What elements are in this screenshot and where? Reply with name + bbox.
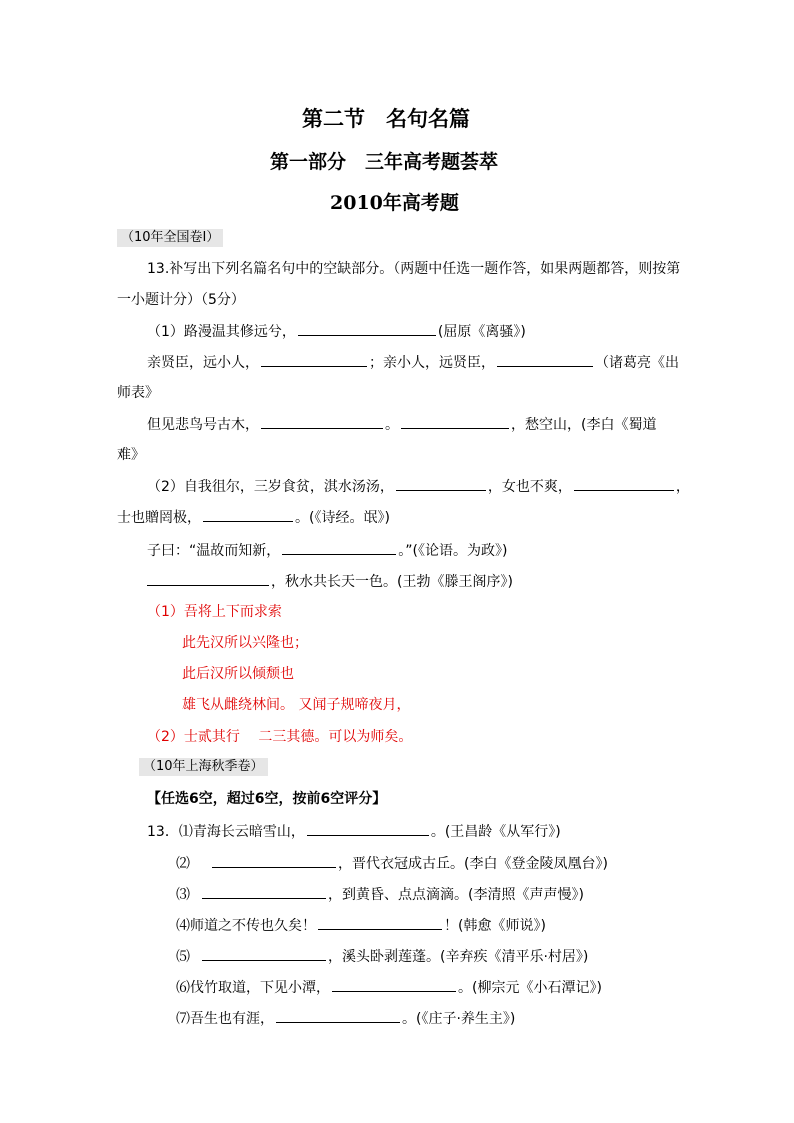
exam-tag-national: （10年全国卷Ⅰ）	[117, 229, 223, 247]
answer-text: 此后汉所以倾颓也	[182, 666, 294, 682]
text-line	[147, 321, 526, 342]
answer-blank	[276, 1008, 400, 1023]
answer-blank	[203, 507, 293, 522]
answer-text: 此先汉所以兴隆也；	[182, 635, 308, 651]
text-line	[147, 352, 679, 373]
answer-blank	[332, 977, 456, 992]
text-line	[117, 507, 390, 528]
text-line	[147, 540, 507, 561]
text-segment: ，女也不爽，	[487, 479, 572, 495]
text-segment: 士也贈罔极，	[117, 510, 201, 526]
answer-blank	[401, 414, 509, 429]
text-segment: ，	[675, 479, 690, 495]
text-line	[176, 853, 608, 874]
answer-text: （1）吾将上下而求索	[147, 604, 282, 620]
text-segment: ⑹伐竹取道，下见小潭，	[176, 980, 330, 996]
text-segment: ，秋水共长天一色。(王勃《滕王阁序》)	[271, 574, 513, 590]
text-segment: ，溪头卧剥莲蓬。(辛弃疾《清平乐·村居》)	[328, 949, 589, 965]
text-line	[147, 821, 561, 842]
text-segment: （2）自我徂尔，三岁食贫，淇水汤汤，	[147, 479, 394, 495]
text-segment: 子曰：“温故而知新，	[147, 543, 281, 559]
text-line	[147, 414, 656, 435]
text-segment: ；亲小人，远贤臣，	[369, 355, 495, 371]
text-segment: 。(柳宗元《小石潭记》)	[458, 980, 602, 996]
text-segment: ！(韩愈《师说》)	[444, 918, 546, 934]
text-segment: ，到黄昏、点点滴滴。(李清照《声声慢》)	[328, 887, 584, 903]
answer-blank	[147, 571, 269, 586]
answer-text: （2）士贰其行 二三其德。可以为师矣。	[147, 729, 413, 745]
text-line	[176, 915, 546, 936]
answer-blank	[318, 915, 442, 930]
scoring-rule: 【任选6空，超过6空，按前6空评分】	[147, 791, 387, 807]
answer-blank	[261, 414, 383, 429]
text-segment: (屈原《离骚》)	[437, 324, 526, 340]
text-segment: 。(王昌龄《从军行》)	[430, 824, 561, 840]
text-line: 难》	[117, 447, 145, 463]
answer-text: 雄飞从雌绕林间。 又闻子规啼夜月，	[182, 697, 411, 713]
answer-blank	[202, 946, 326, 961]
year-title: 2010年高考题	[330, 192, 459, 214]
text-line	[147, 476, 690, 497]
text-segment: ，愁空山，(李白《蜀道	[511, 417, 657, 433]
text-segment: 。(《诗经。氓》)	[295, 510, 390, 526]
answer-blank	[212, 853, 336, 868]
text-line: 师表》	[117, 385, 159, 401]
text-segment: ⑶	[176, 887, 190, 903]
answer-blank	[574, 476, 674, 491]
text-segment: （1）路漫温其修远兮，	[147, 324, 296, 340]
answer-blank	[396, 476, 486, 491]
answer-blank	[261, 352, 367, 367]
answer-blank	[307, 821, 429, 836]
text-segment: ⑷师道之不传也久矣！	[176, 918, 316, 934]
text-line	[176, 1008, 515, 1029]
text-line	[176, 884, 584, 905]
question-intro-cont: 一小题计分）（5分）	[117, 292, 245, 308]
text-segment: ⑵	[176, 856, 190, 872]
section-title: 第二节 名句名篇	[302, 106, 470, 131]
answer-blank	[282, 540, 396, 555]
exam-tag-shanghai: （10年上海秋季卷）	[139, 758, 268, 776]
text-segment: 13．⑴青海长云暗雪山，	[147, 824, 305, 840]
answer-blank	[497, 352, 593, 367]
part-title: 第一部分 三年高考题荟萃	[270, 151, 499, 173]
text-line	[176, 946, 588, 967]
text-segment: 亲贤臣，远小人，	[147, 355, 259, 371]
answer-blank	[202, 884, 326, 899]
text-segment: 。”(《论语。为政》)	[398, 543, 508, 559]
text-segment: 。	[385, 417, 399, 433]
text-line	[176, 977, 602, 998]
text-line	[147, 571, 513, 592]
text-segment: 但见悲鸟号古木，	[147, 417, 259, 433]
text-segment: （诸葛亮《出	[595, 355, 679, 371]
text-segment: ，晋代衣冠成古丘。(李白《登金陵凤凰台》)	[338, 856, 608, 872]
question-intro: 13.补写出下列名篇名句中的空缺部分。（两题中任选一题作答，如果两题都答，则按第	[147, 261, 681, 277]
text-segment: 。(《庄子·养生主》)	[402, 1011, 516, 1027]
answer-blank	[298, 321, 436, 336]
text-segment: ⑸	[176, 949, 190, 965]
text-segment: ⑺吾生也有涯，	[176, 1011, 274, 1027]
